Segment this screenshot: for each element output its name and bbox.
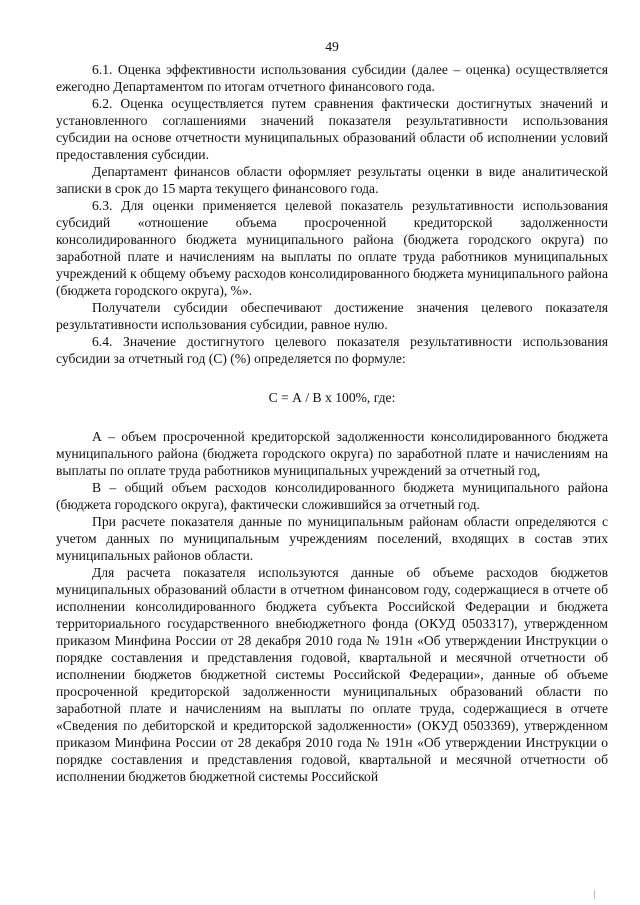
paragraph-6-4: 6.4. Значение достигнутого целевого показателя результативности использования субсидии за отчетный год (С) (%) определяется по формуле: (56, 334, 608, 366)
formula: С = А / В х 100%, где: (268, 390, 396, 405)
paragraph-6-2: 6.2. Оценка осуществляется путем сравнения фактически достигнутых значений и установленного соглашениями значений показателя результативности использования субсидии на основе отчетности муниципальных образований области об исполнении условий предоставления субсидии. (56, 96, 608, 162)
paragraph-calculation-districts: При расчете показателя данные по муниципальным районам области определяются с учетом данных по муниципальным учреждениям поселений, входящих в состав этих муниципальных районов области. (56, 514, 608, 563)
paragraph-definition-b: В – общий объем расходов консолидированного бюджета муниципального района (бюджета городского округа), фактически сложившийся за отчетный год. (56, 480, 608, 512)
page-number: 49 (325, 39, 339, 54)
paragraph-definition-a: А – объем просроченной кредиторской задолженности консолидированного бюджета муниципального района (бюджета городского округа) по заработной плате и начислениям на выплаты по оплате труда работников муниципальных учреждений за отчетный год, (56, 429, 608, 478)
paragraph-data-sources: Для расчета показателя используются данные об объеме расходов бюджетов муниципальных образований области в отчетном финансовом году, содержащиеся в отчете об исполнении консолидированного бюджета субъекта Российской Федерации и бюджета территориального государственного внебюджетного фонда (ОКУД 0503317), утвержденном приказом Минфина России от 28 декабря 2010 года № 191н «Об утверждении Инструкции о порядке составления и представления годовой, квартальной и месячной отчетности об исполнении бюджетов бюджетной системы Российской Федерации», данные об объеме просроченной кредиторской задолженности муниципальных образований области по заработной плате и начислениям на выплаты по оплате труда, содержащиеся в отчете «Сведения по дебиторской и кредиторской задолженности» (ОКУД 0503369), утвержденном приказом Минфина России от 28 декабря 2010 года № 191н «Об утверждении Инструкции о порядке составления и представления годовой, квартальной и месячной отчетности об исполнении бюджетов бюджетной системы Российской (56, 565, 608, 784)
paragraph-department-report: Департамент финансов области оформляет результаты оценки в виде аналитической записки в срок до 15 марта текущего финансового года. (56, 164, 608, 196)
paragraph-6-1: 6.1. Оценка эффективности использования субсидии (далее – оценка) осуществляется ежегодно Департаментом по итогам отчетного финансового года. (56, 62, 608, 94)
paragraph-recipients: Получатели субсидии обеспечивают достижение значения целевого показателя результативности использования субсидии, равное нулю. (56, 300, 608, 332)
document-page (56, 38, 608, 785)
scan-edge-mark (594, 890, 595, 899)
paragraph-6-3: 6.3. Для оценки применяется целевой показатель результативности использования субсидий «отношение объема просроченной кредиторской задолженности консолидированного бюджета муниципального района (бюджета городского округа) по заработной плате и начислениям на выплаты по оплате труда работников муниципальных учреждений к общему объему расходов консолидированного бюджета муниципального района (бюджета городского округа), %». (56, 198, 608, 298)
